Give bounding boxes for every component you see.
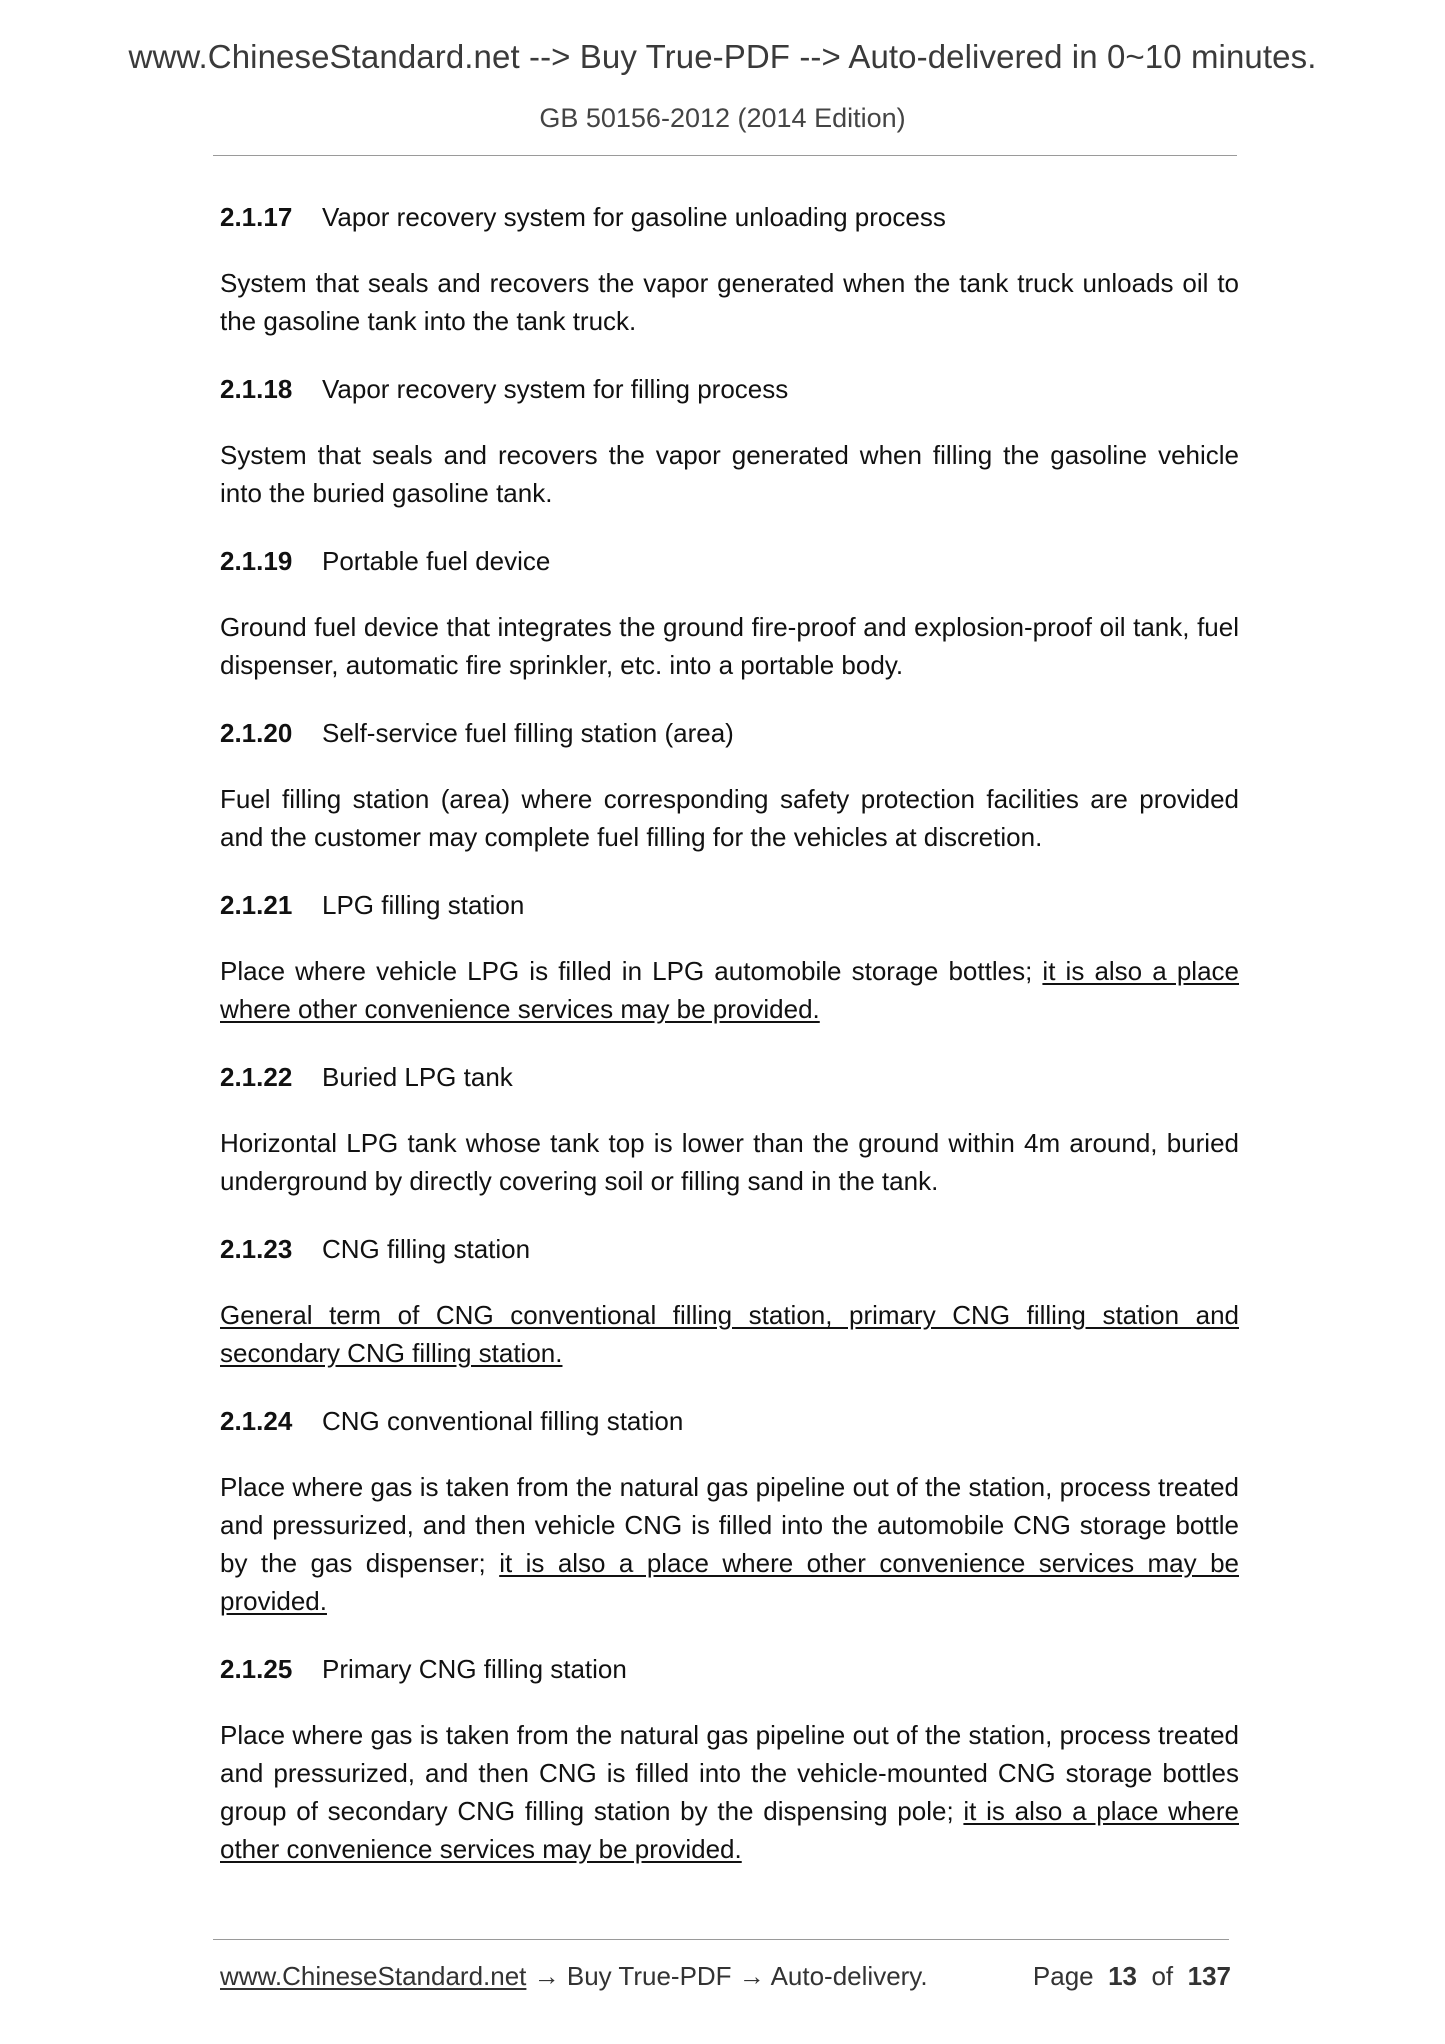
definition-section bbox=[220, 370, 1239, 512]
definition-underlined-text: it is also a place where other convenience services may be provided. bbox=[220, 956, 1240, 1024]
header-banner: www.ChineseStandard.net --> Buy True-PDF --> Auto-delivered in 0~10 minutes. bbox=[128, 38, 1317, 75]
clause-definition bbox=[220, 952, 1239, 1028]
page-indicator bbox=[1033, 1961, 1231, 1992]
clause-number: 2.1.17 bbox=[220, 202, 293, 232]
definition-text: Place where gas is taken from the natural gas pipeline out of the station, process treated and pressurized, and then CNG is filled into the vehicle-mounted CNG storage bottles group of secondary CNG filling station by the dispensing pole; bbox=[220, 1720, 1239, 1826]
clause-number: 2.1.19 bbox=[220, 546, 293, 576]
clause-definition bbox=[220, 1124, 1239, 1200]
definition-section bbox=[220, 1650, 1239, 1868]
definition-text: Fuel filling station (area) where corresponding safety protection facilities are provided and the customer may complete fuel filling for the vehicles at discretion. bbox=[220, 784, 1239, 852]
clause-definition bbox=[220, 1468, 1239, 1620]
clause-heading bbox=[220, 198, 1239, 236]
definition-underlined-text: it is also a place where other convenience services may be provided. bbox=[220, 1548, 1239, 1616]
page-of-label: of bbox=[1151, 1961, 1174, 1991]
clause-number: 2.1.18 bbox=[220, 374, 293, 404]
clause-heading bbox=[220, 1058, 1239, 1096]
clause-heading bbox=[220, 1402, 1239, 1440]
definition-section bbox=[220, 542, 1239, 684]
clause-number: 2.1.23 bbox=[220, 1234, 293, 1264]
clause-title: Self-service fuel filling station (area) bbox=[322, 718, 734, 748]
clause-heading bbox=[220, 1650, 1239, 1688]
clause-title: Buried LPG tank bbox=[322, 1062, 513, 1092]
clause-heading bbox=[220, 370, 1239, 408]
clause-heading bbox=[220, 542, 1239, 580]
clause-definition bbox=[220, 1296, 1239, 1372]
clause-number: 2.1.24 bbox=[220, 1406, 293, 1436]
clause-title: CNG filling station bbox=[322, 1234, 531, 1264]
clause-title: Vapor recovery system for gasoline unloading process bbox=[322, 202, 946, 232]
definition-text: System that seals and recovers the vapor generated when the tank truck unloads oil to the gasoline tank into the tank truck. bbox=[220, 268, 1239, 336]
clause-heading bbox=[220, 714, 1239, 752]
clause-heading bbox=[220, 1230, 1239, 1268]
clause-definition bbox=[220, 608, 1239, 684]
clause-heading bbox=[220, 886, 1239, 924]
clause-number: 2.1.22 bbox=[220, 1062, 293, 1092]
definition-section bbox=[220, 1230, 1239, 1372]
clause-title: LPG filling station bbox=[322, 890, 525, 920]
clause-number: 2.1.25 bbox=[220, 1654, 293, 1684]
clause-title: Primary CNG filling station bbox=[322, 1654, 627, 1684]
definition-text: Place where gas is taken from the natural gas pipeline out of the station, process treated and pressurized, and then vehicle CNG is filled into the automobile CNG storage bottle by the gas dispenser; bbox=[220, 1472, 1239, 1578]
definition-text: Ground fuel device that integrates the ground fire-proof and explosion-proof oil tank, fuel dispenser, automatic fire sprinkler, etc. into a portable body. bbox=[220, 612, 1239, 680]
definition-text: Place where vehicle LPG is filled in LPG automobile storage bottles; bbox=[220, 956, 1043, 986]
page-footer bbox=[220, 1961, 1231, 1992]
definition-section bbox=[220, 198, 1239, 340]
clause-title: Vapor recovery system for filling process bbox=[322, 374, 789, 404]
definition-section bbox=[220, 714, 1239, 856]
clause-number: 2.1.20 bbox=[220, 718, 293, 748]
clause-number: 2.1.21 bbox=[220, 890, 293, 920]
page-total: 137 bbox=[1187, 1961, 1231, 1991]
clause-definition bbox=[220, 780, 1239, 856]
definition-text: System that seals and recovers the vapor generated when filling the gasoline vehicle into the buried gasoline tank. bbox=[220, 440, 1239, 508]
footer-divider bbox=[213, 1939, 1229, 1940]
definition-underlined-text: General term of CNG conventional filling station, primary CNG filling station and secondary CNG filling station. bbox=[220, 1300, 1239, 1368]
footer-website-link[interactable]: www.ChineseStandard.net bbox=[220, 1961, 527, 1991]
header-divider bbox=[213, 155, 1237, 156]
definition-text: Horizontal LPG tank whose tank top is lower than the ground within 4m around, buried underground by directly covering soil or filling sand in the tank. bbox=[220, 1128, 1239, 1196]
clause-title: Portable fuel device bbox=[322, 546, 551, 576]
clause-definition bbox=[220, 436, 1239, 512]
page-current: 13 bbox=[1108, 1961, 1138, 1991]
definition-section bbox=[220, 1402, 1239, 1620]
definition-underlined-text: it is also a place where other convenience services may be provided. bbox=[220, 1796, 1239, 1864]
document-code: GB 50156-2012 (2014 Edition) bbox=[539, 103, 906, 133]
clause-definition bbox=[220, 1716, 1239, 1868]
clause-definition bbox=[220, 264, 1239, 340]
page-label: Page bbox=[1032, 1961, 1094, 1991]
definition-section bbox=[220, 886, 1239, 1028]
definition-section bbox=[220, 1058, 1239, 1200]
clause-title: CNG conventional filling station bbox=[322, 1406, 684, 1436]
footer-tagline: → Buy True-PDF → Auto-delivery. bbox=[526, 1961, 928, 1991]
document-body bbox=[220, 198, 1239, 1898]
